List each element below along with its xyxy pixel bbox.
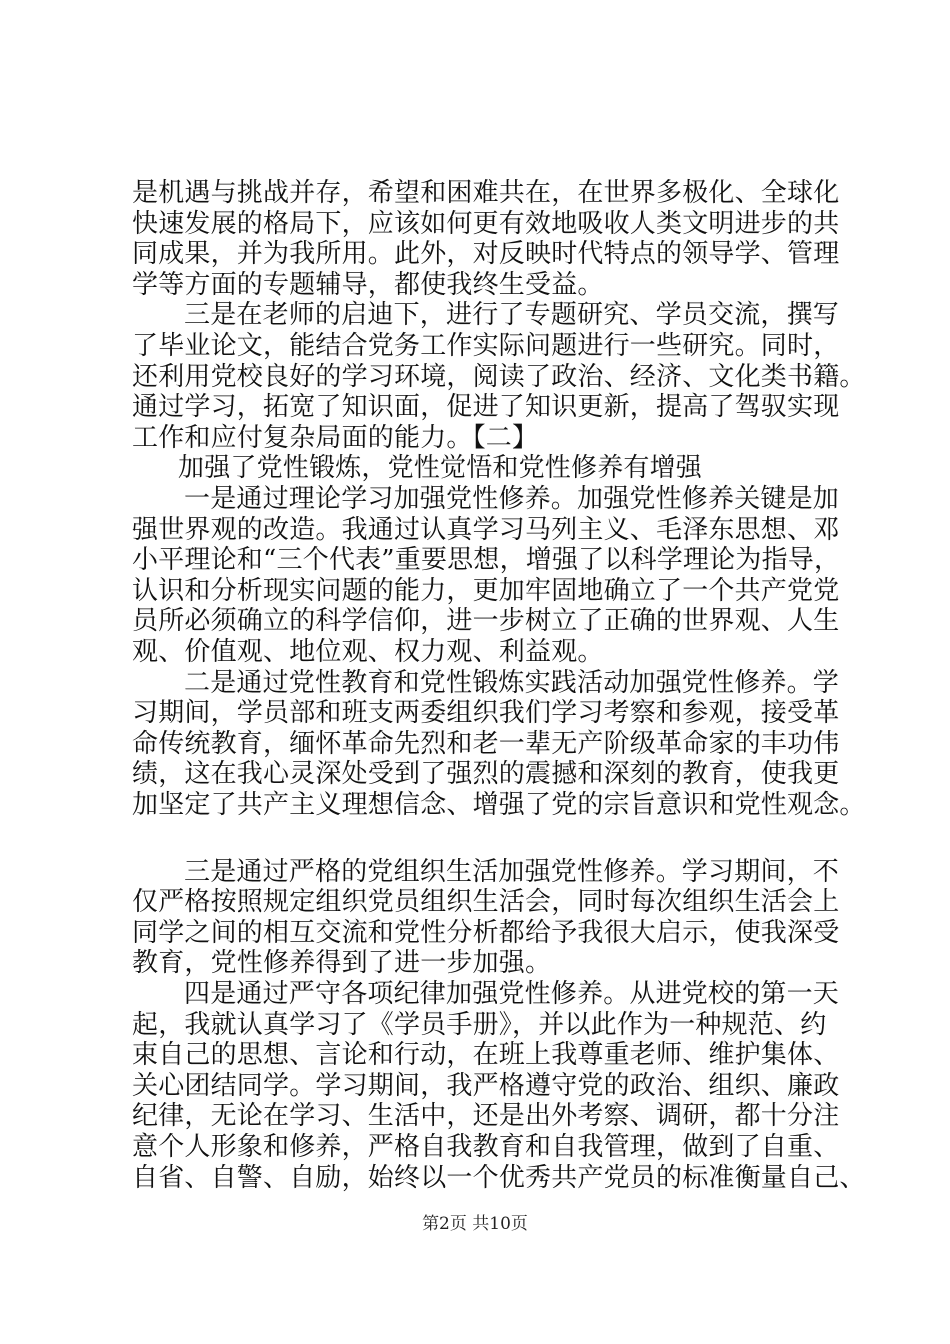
text-line: 了毕业论文，能结合党务工作实际问题进行一些研究。同时， xyxy=(132,331,840,361)
text-line: 还利用党校良好的学习环境，阅读了政治、经济、文化类书籍。 xyxy=(132,362,866,392)
text-line: 是机遇与挑战并存，希望和困难共在，在世界多极化、全球化 xyxy=(132,178,840,208)
text-line: 四是通过严守各项纪律加强党性修养。从进党校的第一天 xyxy=(184,979,840,1009)
text-line: 通过学习，拓宽了知识面，促进了知识更新，提高了驾驭实现 xyxy=(132,392,840,422)
text-line: 关心团结同学。学习期间，我严格遵守党的政治、组织、廉政 xyxy=(132,1071,840,1101)
text-line: 同学之间的相互交流和党性分析都给予我很大启示，使我深受 xyxy=(132,918,840,948)
text-line: 教育，党性修养得到了进一步加强。 xyxy=(132,948,552,978)
text-line: 强世界观的改造。我通过认真学习马列主义、毛泽东思想、邓 xyxy=(132,515,840,545)
text-line: 绩，这在我心灵深处受到了强烈的震撼和深刻的教育，使我更 xyxy=(132,759,840,789)
text-line: 命传统教育，缅怀革命先烈和老一辈无产阶级革命家的丰功伟 xyxy=(132,729,840,759)
text-line: 学等方面的专题辅导，都使我终生受益。 xyxy=(132,270,604,300)
section-heading: 加强了党性锻炼，党性觉悟和党性修养有增强 xyxy=(178,453,703,483)
text-line: 习期间，学员部和班支两委组织我们学习考察和参观，接受革 xyxy=(132,698,840,728)
text-line: 纪律，无论在学习、生活中，还是出外考察、调研，都十分注 xyxy=(132,1101,840,1131)
text-line: 观、价值观、地位观、权力观、利益观。 xyxy=(132,637,604,667)
text-line: 小平理论和“三个代表”重要思想，增强了以科学理论为指导， xyxy=(132,545,841,575)
text-line: 三是通过严格的党组织生活加强党性修养。学习期间，不 xyxy=(184,857,840,887)
text-line: 起，我就认真学习了《学员手册》，并以此作为一种规范、约 xyxy=(132,1010,827,1040)
text-line: 三是在老师的启迪下，进行了专题研究、学员交流，撰写 xyxy=(184,300,840,330)
text-line: 同成果，并为我所用。此外，对反映时代特点的领导学、管理 xyxy=(132,239,840,269)
text-line: 束自己的思想、言论和行动，在班上我尊重老师、维护集体、 xyxy=(132,1040,840,1070)
text-line: 意个人形象和修养，严格自我教育和自我管理，做到了自重、 xyxy=(132,1132,840,1162)
text-line: 加坚定了共产主义理想信念、增强了党的宗旨意识和党性观念。 xyxy=(132,790,866,820)
text-line: 自省、自警、自励，始终以一个优秀共产党员的标准衡量自己、 xyxy=(132,1163,866,1193)
page-footer: 第2页 共10页 xyxy=(422,1214,528,1234)
text-line: 员所必须确立的科学信仰，进一步树立了正确的世界观、人生 xyxy=(132,606,840,636)
text-line: 仅严格按照规定组织党员组织生活会，同时每次组织生活会上 xyxy=(132,887,840,917)
text-line: 二是通过党性教育和党性锻炼实践活动加强党性修养。学 xyxy=(184,668,840,698)
text-line: 快速发展的格局下，应该如何更有效地吸收人类文明进步的共 xyxy=(132,209,840,239)
text-line: 认识和分析现实问题的能力，更加牢固地确立了一个共产党党 xyxy=(132,576,840,606)
text-line: 一是通过理论学习加强党性修养。加强党性修养关键是加 xyxy=(184,484,840,514)
text-line: 工作和应付复杂局面的能力。【二】 xyxy=(132,423,539,453)
